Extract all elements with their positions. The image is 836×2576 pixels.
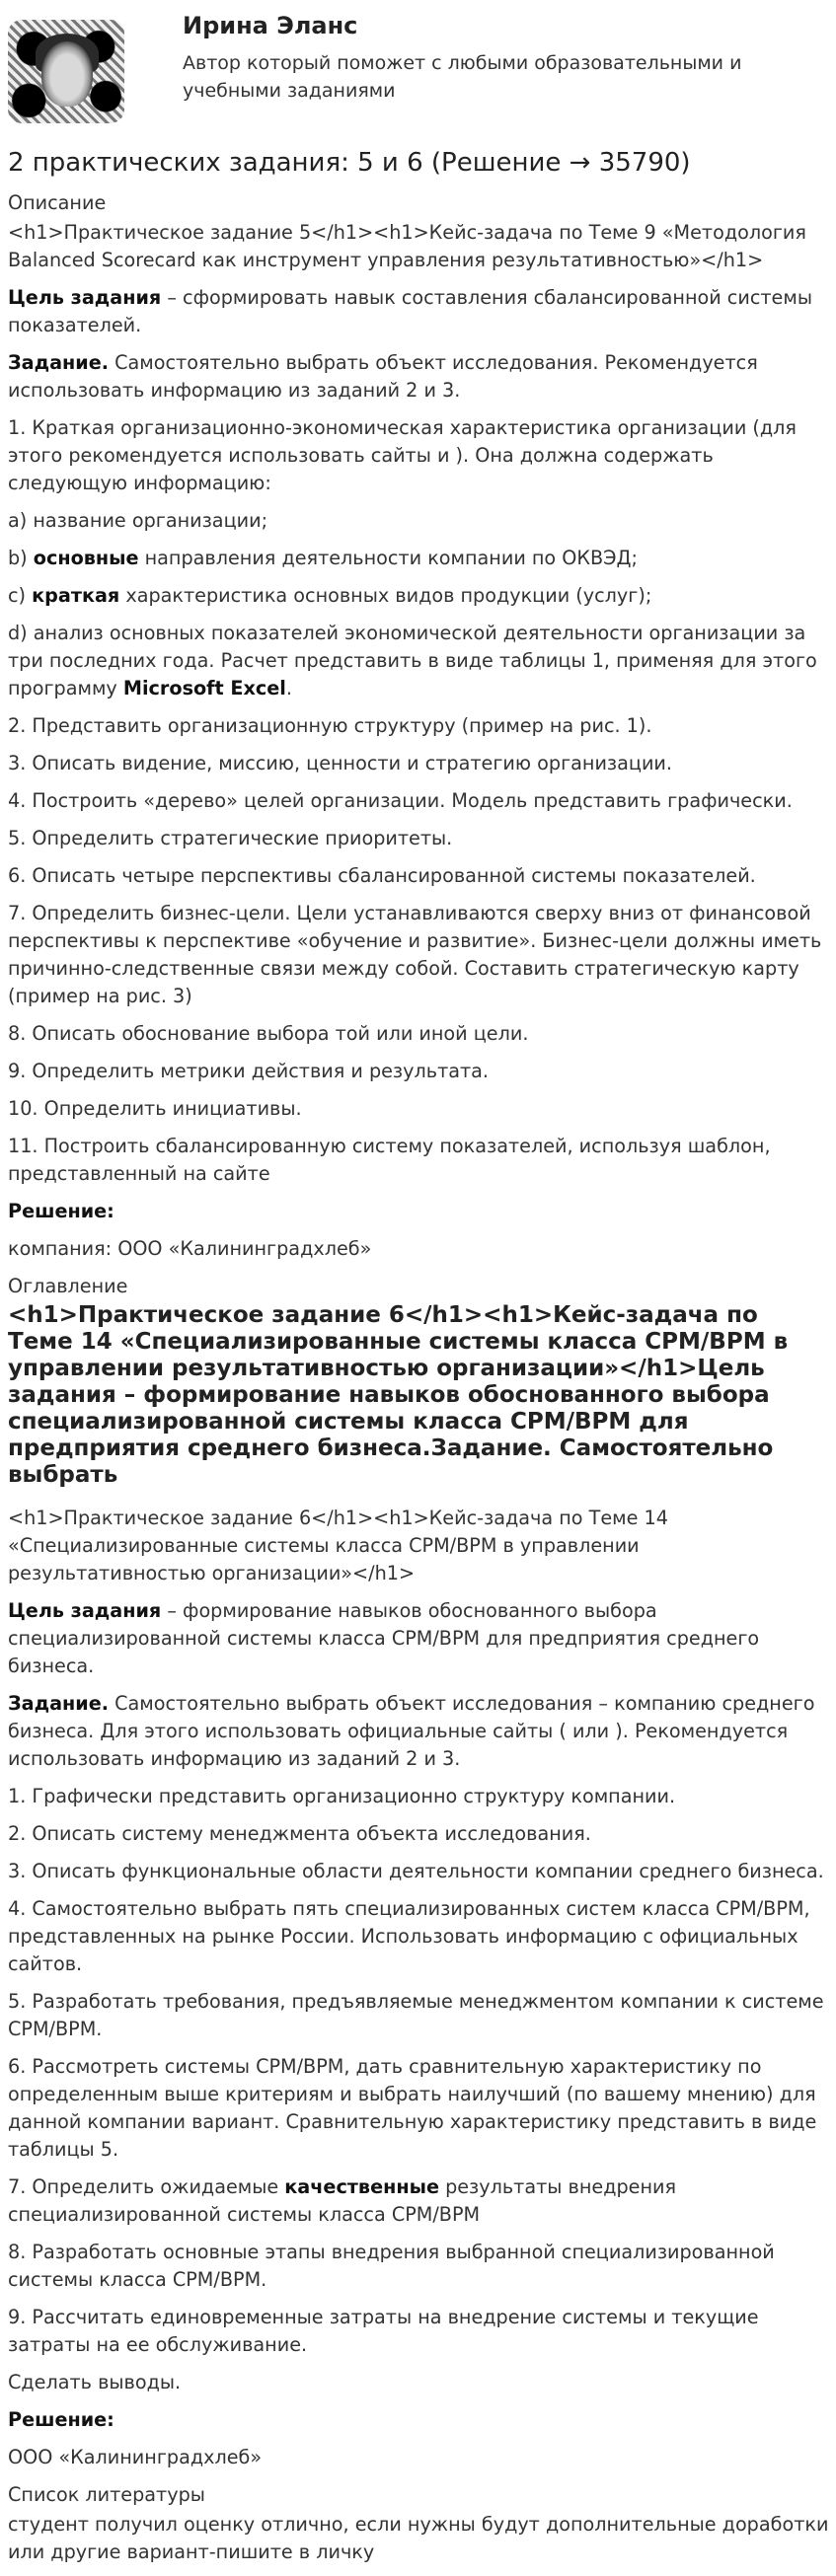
task5-goal-text: – сформировать навык составления сбалансированной системы показателей.: [8, 286, 812, 336]
task5-item-a: а) название организации;: [8, 509, 268, 532]
task6-list-item: 1. Графически представить организационно структуру компании.: [8, 1785, 676, 1807]
task5-solution-label-text: Решение:: [8, 1200, 114, 1222]
task5-list-item: 11. Построить сбалансированную систему показателей, используя шаблон, представленный на сайте: [8, 1135, 771, 1185]
page-title: 2 практических задания: 5 и 6 (Решение → 35790): [8, 148, 691, 178]
main-content: [8, 140, 829, 2576]
task5-list-item: 9. Определить метрики действия и результата.: [8, 1060, 490, 1082]
author-card: [0, 0, 836, 138]
task6-goal-text: – формирование навыков обоснованного выбора специализированной системы класса CPM/BPM для предприятия среднего бизнеса.: [8, 1599, 760, 1677]
task5-raw-header: <h1>Практическое задание 5</h1><h1>Кейс-задача по Теме 9 «Методология Balanced Scorecard как инструмент управления результативностью»</h1>: [8, 221, 806, 271]
task5-item-b-prefix: b): [8, 547, 34, 569]
task6-item-7-end: результаты внедрения специализированной системы класса CPM/BPM: [8, 2175, 677, 2226]
toc-label: Оглавление: [8, 1275, 128, 1297]
task5-item-c-bold: краткая: [32, 584, 120, 607]
task5-assignment: [8, 349, 829, 405]
task6-goal-label: Цель задания: [8, 1599, 162, 1622]
task5-item-d: [8, 620, 829, 702]
task5-list-item: 4. Построить «дерево» целей организации. Модель представить графически.: [8, 789, 793, 812]
task6-list-item: 4. Самостоятельно выбрать пять специализированных систем класса CPM/BPM, представленных на рынке России. Использовать информацию с официальных сайтов.: [8, 1897, 810, 1975]
task6-item-7-bold: качественные: [284, 2175, 439, 2198]
task5-item-c: [8, 582, 829, 610]
task5-goal-label: Цель задания: [8, 286, 162, 309]
task6-conclusion: Сделать выводы.: [8, 2371, 182, 2393]
task5-assignment-label: Задание.: [8, 351, 110, 374]
task6-list-item: 3. Описать функциональные области деятельности компании среднего бизнеса.: [8, 1860, 824, 1882]
task5-item-d-text: d) анализ основных показателей экономической деятельности организации за три последних года. Расчет представить в виде таблицы 1, применяя для этого программу: [8, 622, 817, 699]
task5-assignment-text: Самостоятельно выбрать объект исследования. Рекомендуется использовать информацию из заданий 2 и 3.: [8, 351, 758, 402]
task6-list-item: 6. Рассмотреть системы CPM/BPM, дать сравнительную характеристику по определенным выше критериям и выбрать наилучший (по вашему мнению) для данной компании вариант. Сравнительную характеристику представить в виде таблицы 5.: [8, 2055, 817, 2161]
task5-list-item: 10. Определить инициативы.: [8, 1097, 302, 1120]
task5-list-item: 6. Описать четыре перспективы сбалансированной системы показателей.: [8, 864, 756, 887]
task5-solution-label: [8, 1198, 829, 1225]
task5-item-d-end: .: [285, 677, 292, 699]
task5-item-c-prefix: c): [8, 584, 33, 607]
task6-list-item: 9. Рассчитать единовременные затраты на внедрение системы и текущие затраты на ее обслуживание.: [8, 2306, 759, 2356]
footer-note: студент получил оценку отлично, если нужны будут дополнительные доработки или другие вариант-пишите в личку: [8, 2513, 829, 2563]
avatar-face: [41, 41, 93, 107]
task5-list-item: 5. Определить стратегические приоритеты.: [8, 827, 453, 849]
task5-item-b: [8, 545, 829, 572]
task5-item-1: 1. Краткая организационно-экономическая характеристика организации (для этого рекомендуется использовать сайты и ). Она должна содержать следующую информацию:: [8, 416, 797, 494]
task5-list-item: 2. Представить организационную структуру (пример на рис. 1).: [8, 714, 652, 737]
task5-item-d-bold: Microsoft Excel: [122, 677, 286, 699]
task6-company: ООО «Калининградхлеб»: [8, 2446, 263, 2468]
task5-company: компания: ООО «Калининградхлеб»: [8, 1237, 372, 1260]
task5-item-c-text: характеристика основных видов продукции (услуг);: [119, 584, 652, 607]
task5-list-item: 3. Описать видение, миссию, ценности и стратегию организации.: [8, 752, 672, 774]
author-description: Автор который поможет с любыми образовательными и учебными заданиями: [183, 52, 742, 102]
bibliography-label: Список литературы: [8, 2483, 205, 2506]
task5-list-item: 8. Описать обоснование выбора той или иной цели.: [8, 1022, 529, 1045]
author-name[interactable]: Ирина Эланс: [183, 12, 358, 39]
task5-item-b-bold: основные: [33, 547, 139, 569]
task6-assignment-label: Задание.: [8, 1692, 110, 1715]
task6-solution-label: [8, 2406, 829, 2434]
task6-assignment: [8, 1690, 829, 1773]
task6-item-7-text: 7. Определить ожидаемые: [8, 2175, 285, 2198]
task6-solution-label-text: Решение:: [8, 2408, 114, 2431]
task6-goal: [8, 1597, 829, 1680]
description-label: Описание: [8, 191, 107, 214]
task6-list-item: 5. Разработать требования, предъявляемые менеджментом компании к системе CPM/BPM.: [8, 1990, 824, 2040]
contents-heading: <h1>Практическое задание 6</h1><h1>Кейс-задача по Теме 14 «Специализированные системы класса CPM/BPM в управлении результативностью организации»</h1>Цель задания – формирование навыков обоснованного выбора специализированной системы класса CPM/BPM для предприятия среднего бизнеса.Задание. Самостоятельно выбрать: [8, 1302, 789, 1488]
task6-list-item: 8. Разработать основные этапы внедрения выбранной специализированной системы класса CPM/BPM.: [8, 2241, 775, 2291]
task5-list-item: 7. Определить бизнес-цели. Цели устанавливаются сверху вниз от финансовой перспективы к перспективе «обучение и развитие». Бизнес-цели должны иметь причинно-следственные связи между собой. Составить стратегическую карту (пример на рис. 3): [8, 902, 822, 1007]
task6-list-item: 2. Описать систему менеджмента объекта исследования.: [8, 1822, 591, 1845]
task5-goal: [8, 284, 829, 339]
task6-assignment-text: Самостоятельно выбрать объект исследования – компанию среднего бизнеса. Для этого использовать официальные сайты ( или ). Рекомендуется использовать информацию из заданий 2 и 3.: [8, 1692, 815, 1770]
avatar[interactable]: [8, 20, 124, 123]
task6-raw-header: <h1>Практическое задание 6</h1><h1>Кейс-задача по Теме 14 «Специализированные системы класса CPM/BPM в управлении результативностью организации»</h1>: [8, 1507, 668, 1584]
task6-item-7: [8, 2173, 829, 2229]
task5-item-b-text: направления деятельности компании по ОКВЭД;: [138, 547, 639, 569]
